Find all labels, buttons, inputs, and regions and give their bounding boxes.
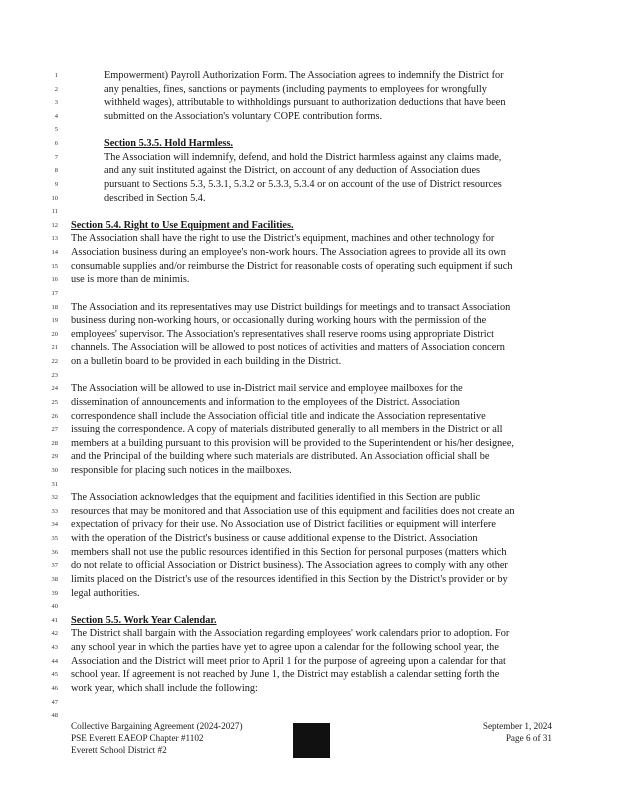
paragraph-line: expectation of privacy for their use. No Association use of District facilities or equipment will interfere xyxy=(71,519,496,531)
paragraph-line: any school year in which the parties have yet to agree upon a calendar for the following school year, the xyxy=(71,642,499,654)
line-number: 38 xyxy=(51,575,58,583)
line-number: 10 xyxy=(51,194,58,202)
line-number: 8 xyxy=(54,167,58,175)
paragraph-line: pursuant to Sections 5.3, 5.3.1, 5.3.2 or 5.3.3, 5.3.4 or on account of the use of District resources xyxy=(104,178,502,190)
line-number: 31 xyxy=(51,480,58,488)
paragraph-line: The Association shall have the right to use the District's equipment, machines and other technology for xyxy=(71,233,495,245)
paragraph-line: consumable supplies and/or reimburse the District for reasonable costs of operating such equipment if such xyxy=(71,260,513,272)
section-heading: Section 5.5. Work Year Calendar. xyxy=(71,614,217,626)
paragraph-line: employees' supervisor. The Association's representatives shall reserve rooms using appropriate District xyxy=(71,328,495,340)
line-number: 5 xyxy=(54,126,58,134)
paragraph-line: resources that may be monitored and that Association use of this equipment and facilities does not create an xyxy=(71,505,515,517)
line-number: 48 xyxy=(51,712,58,720)
line-number: 29 xyxy=(51,453,58,461)
line-number: 27 xyxy=(51,426,58,434)
line-number: 26 xyxy=(51,412,58,420)
line-number: 34 xyxy=(51,521,58,529)
paragraph-line: and any suit instituted against the District, on account of any deduction of Association dues xyxy=(104,165,481,177)
line-number: 47 xyxy=(51,698,58,706)
line-number: 22 xyxy=(51,358,58,366)
paragraph-line: use is more than de minimis. xyxy=(71,274,190,286)
line-number: 43 xyxy=(51,644,58,652)
paragraph-line: members at a building pursuant to this provision will be provided to the Superintendent or his/her designee, xyxy=(71,437,514,449)
paragraph-line: any penalties, fines, sanctions or payments (including payments to employees for wrongfully xyxy=(104,83,487,95)
line-number: 19 xyxy=(51,317,58,325)
line-number: 41 xyxy=(51,616,58,624)
line-number: 18 xyxy=(51,303,58,311)
line-number: 30 xyxy=(51,466,58,474)
line-number: 12 xyxy=(51,221,58,229)
footer-district: Everett School District #2 xyxy=(71,745,167,755)
line-number: 6 xyxy=(54,140,58,148)
paragraph-line: The District shall bargain with the Association regarding employees' work calendars prior to adoption. For xyxy=(71,628,510,640)
line-number: 4 xyxy=(54,112,58,120)
line-number: 36 xyxy=(51,548,58,556)
line-number: 21 xyxy=(51,344,58,352)
line-number: 2 xyxy=(54,85,58,93)
line-number: 37 xyxy=(51,562,58,570)
line-number: 17 xyxy=(51,289,58,297)
line-number: 15 xyxy=(51,262,58,270)
paragraph-line: issuing the correspondence. A copy of materials distributed generally to all members in the District or all xyxy=(71,424,503,436)
line-number: 25 xyxy=(51,398,58,406)
paragraph-line: withheld wages), attributable to withholdings pursuant to authorization deductions that have been xyxy=(104,97,506,109)
paragraph-line: channels. The Association will be allowed to post notices of activities and matters of Association concern xyxy=(71,342,505,354)
footer-chapter: PSE Everett EAEOP Chapter #1102 xyxy=(71,733,204,743)
paragraph-line: The Association and its representatives may use District buildings for meetings and to transact Association xyxy=(71,301,511,313)
paragraph-line: Association business during an employee's non-work hours. The Association agrees to provide all its own xyxy=(71,247,506,259)
line-number: 3 xyxy=(54,99,58,107)
line-number: 39 xyxy=(51,589,58,597)
paragraph-line: and the Principal of the building where such materials are distributed. An Association official shall be xyxy=(71,451,490,463)
paragraph-line: limits placed on the District's use of the resources identified in this Section by the District's provider or by xyxy=(71,573,508,585)
line-number: 9 xyxy=(54,180,58,188)
line-number: 35 xyxy=(51,535,58,543)
line-number: 23 xyxy=(51,371,58,379)
section-heading: Section 5.3.5. Hold Harmless. xyxy=(104,138,233,150)
paragraph-line: members shall not use the public resources identified in this Section for personal purposes (matters which xyxy=(71,546,507,558)
paragraph-line: correspondence shall include the Association official title and indicate the Association representative xyxy=(71,410,486,422)
line-number: 32 xyxy=(51,494,58,502)
redaction-block xyxy=(293,723,330,758)
footer-agreement-title: Collective Bargaining Agreement (2024-2027) xyxy=(71,721,243,731)
line-number: 45 xyxy=(51,671,58,679)
line-number: 28 xyxy=(51,439,58,447)
paragraph-line: Association and the District will meet prior to April 1 for the purpose of agreeing upon a calendar for that xyxy=(71,655,506,667)
paragraph-line: dissemination of announcements and information to the employees of the District. Association xyxy=(71,396,460,408)
line-number: 1 xyxy=(54,72,58,79)
line-number: 14 xyxy=(51,249,58,257)
line-number: 20 xyxy=(51,330,58,338)
paragraph-line: submitted on the Association's voluntary COPE contribution forms. xyxy=(104,110,383,122)
section-heading: Section 5.4. Right to Use Equipment and Facilities. xyxy=(71,219,294,231)
line-number: 16 xyxy=(51,276,58,284)
line-number: 44 xyxy=(51,657,58,665)
paragraph-line: responsible for placing such notices in the mailboxes. xyxy=(71,464,292,476)
paragraph-line: The Association acknowledges that the equipment and facilities identified in this Section are public xyxy=(71,492,481,504)
paragraph-line: with the operation of the District's business or cause additional expense to the District. Association xyxy=(71,533,478,545)
line-number: 24 xyxy=(51,385,58,393)
paragraph-line: business during non-working hours, or occasionally during working hours with the permission of the xyxy=(71,315,487,327)
paragraph-line: The Association will be allowed to use in-District mail service and employee mailboxes for the xyxy=(71,383,463,395)
line-number: 46 xyxy=(51,684,58,692)
paragraph-line: legal authorities. xyxy=(71,587,140,599)
footer-page-number: Page 6 of 31 xyxy=(505,733,552,743)
paragraph-line: The Association will indemnify, defend, and hold the District harmless against any claims made, xyxy=(104,151,502,163)
line-number: 11 xyxy=(51,208,58,216)
paragraph-line: Empowerment) Payroll Authorization Form. The Association agrees to indemnify the District for xyxy=(104,70,504,81)
paragraph-line: work year, which shall include the following: xyxy=(71,682,258,694)
paragraph-line: on a bulletin board to be provided in each building in the District. xyxy=(71,356,342,368)
line-number: 40 xyxy=(51,603,58,611)
line-number: 33 xyxy=(51,507,58,515)
paragraph-line: school year. If agreement is not reached by June 1, the District may establish a calendar setting forth the xyxy=(71,669,500,681)
line-number: 7 xyxy=(54,153,58,161)
line-number: 13 xyxy=(51,235,58,243)
line-number: 42 xyxy=(51,630,58,638)
paragraph-line: described in Section 5.4. xyxy=(104,192,206,204)
footer-date: September 1, 2024 xyxy=(482,721,552,731)
paragraph-line: do not relate to official Association or District business). The Association agrees to comply with any other xyxy=(71,560,508,572)
